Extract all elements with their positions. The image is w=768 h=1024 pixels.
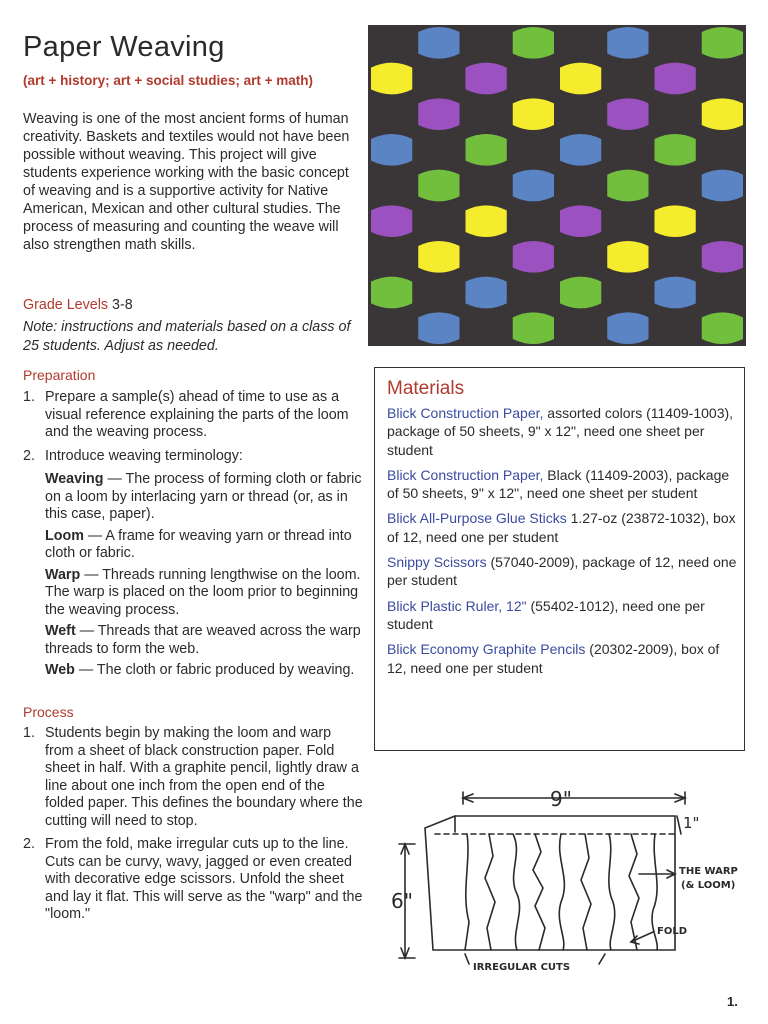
list-item bbox=[23, 448, 363, 466]
material-item bbox=[387, 404, 737, 459]
materials-list bbox=[387, 404, 737, 684]
weave-strip bbox=[560, 277, 601, 309]
sketch-cuts-label: IRREGULAR CUTS bbox=[473, 962, 571, 973]
woven-paper-image bbox=[368, 25, 746, 346]
product-details: Black (11409-2003), package of 50 sheets, 9" x 12", need one sheet per student bbox=[387, 466, 730, 502]
list-number: 1. bbox=[23, 389, 35, 405]
term-definition bbox=[23, 567, 363, 620]
weave-strip bbox=[466, 205, 507, 237]
weave-strip bbox=[371, 63, 412, 95]
product-details: (20302-2009), box of 12, need one per student bbox=[387, 641, 720, 676]
sketch-fold-label: FOLD bbox=[657, 926, 688, 937]
weave-strip bbox=[655, 134, 696, 166]
sketch-height-label: 6" bbox=[391, 889, 413, 913]
weave-strip bbox=[466, 63, 507, 95]
list-item bbox=[23, 389, 363, 442]
process-list bbox=[23, 725, 363, 930]
page-number: 1. bbox=[727, 994, 738, 1009]
material-item bbox=[387, 597, 737, 634]
preparation-list bbox=[23, 389, 363, 684]
term-definition bbox=[23, 662, 363, 680]
weave-strip bbox=[418, 312, 459, 344]
product-link[interactable]: Blick Economy Graphite Pencils bbox=[387, 641, 586, 658]
list-number: 2. bbox=[23, 836, 35, 852]
weave-strip bbox=[513, 27, 554, 59]
preparation-heading: Preparation bbox=[23, 367, 96, 383]
term-name: Weft bbox=[45, 623, 76, 639]
product-link[interactable]: Blick Construction Paper, bbox=[387, 405, 544, 421]
product-link[interactable]: Blick Plastic Ruler, 12" bbox=[387, 597, 527, 614]
weave-strip bbox=[655, 205, 696, 237]
materials-heading: Materials bbox=[387, 378, 465, 399]
weave-strip bbox=[466, 277, 507, 309]
weave-strip bbox=[607, 241, 648, 273]
loom-sketch bbox=[375, 782, 755, 982]
sketch-top-label: 1" bbox=[683, 814, 700, 832]
term-text: — The process of forming cloth or fabric on a loom by interlacing yarn or thread (or, as in this case, paper). bbox=[45, 471, 362, 522]
weave-strip bbox=[702, 27, 743, 59]
weave-strip bbox=[513, 312, 554, 344]
term-text: — Threads running lengthwise on the loom. The warp is placed on the loom prior to beginning the weaving process. bbox=[45, 566, 361, 618]
weave-strip bbox=[418, 27, 459, 59]
weave-strip bbox=[418, 170, 459, 202]
list-text: Students begin by making the loom and warp from a sheet of black construction paper. Fold sheet in half. With a graphite pencil, lightly draw a line about one inch from the open end of the folded paper. This defines the boundary where the cutting will need to stop. bbox=[45, 725, 363, 829]
weave-strip bbox=[466, 134, 507, 166]
term-definition bbox=[23, 471, 363, 524]
material-item bbox=[387, 553, 737, 590]
list-number: 1. bbox=[23, 725, 35, 741]
term-definition bbox=[23, 623, 363, 658]
weave-strip bbox=[371, 134, 412, 166]
grade-levels-label: Grade Levels bbox=[23, 297, 109, 313]
term-text: — The cloth or fabric produced by weaving. bbox=[74, 662, 355, 678]
product-link[interactable]: Blick All-Purpose Glue Sticks bbox=[387, 510, 567, 527]
list-number: 2. bbox=[23, 447, 35, 464]
term-name: Loom bbox=[45, 527, 84, 544]
material-item bbox=[387, 640, 737, 677]
weave-strip bbox=[702, 170, 743, 202]
page-title: Paper Weaving bbox=[23, 31, 225, 63]
term-text: — Threads that are weaved across the warp threads to form the web. bbox=[45, 623, 361, 657]
weave-strip bbox=[560, 63, 601, 95]
term-name: Web bbox=[45, 662, 75, 678]
product-details: 1.27-oz (23872-1032), box of 12, need one per student bbox=[387, 510, 736, 545]
weave-strip bbox=[702, 98, 743, 130]
process-heading: Process bbox=[23, 704, 74, 720]
weave-strip bbox=[371, 205, 412, 237]
weave-strip bbox=[702, 241, 743, 273]
material-item bbox=[387, 509, 737, 546]
weave-strip bbox=[418, 241, 459, 273]
weave-strip bbox=[607, 27, 648, 59]
grade-levels bbox=[23, 296, 133, 314]
materials-box bbox=[374, 367, 745, 751]
weave-strip bbox=[607, 312, 648, 344]
term-text: — A frame for weaving yarn or thread into cloth or fabric. bbox=[45, 527, 352, 561]
grade-levels-value: 3-8 bbox=[112, 297, 133, 313]
weave-strip bbox=[418, 98, 459, 130]
weave-strip bbox=[702, 312, 743, 344]
list-text: From the fold, make irregular cuts up to the line. Cuts can be curvy, wavy, jagged or even created with decorative edge scissors. Unfold the sheet and lay it flat. This will serve as the "warp" and the "loom." bbox=[45, 836, 363, 922]
weave-strip bbox=[560, 134, 601, 166]
weave-strip bbox=[607, 98, 648, 130]
list-item bbox=[23, 725, 363, 830]
term-definition bbox=[23, 528, 363, 563]
sketch-warp-label: THE WARP bbox=[679, 866, 738, 877]
weave-strip bbox=[513, 241, 554, 273]
term-name: Weaving bbox=[45, 471, 104, 487]
term-name: Warp bbox=[45, 566, 81, 583]
sketch-loom-label: (& LOOM) bbox=[681, 880, 736, 891]
product-link[interactable]: Blick Construction Paper, bbox=[387, 466, 544, 483]
list-text: Introduce weaving terminology: bbox=[45, 447, 243, 464]
sketch-width-label: 9" bbox=[550, 787, 572, 811]
weave-strip bbox=[655, 277, 696, 309]
product-details: (57040-2009), package of 12, need one per student bbox=[387, 554, 737, 589]
subtitle: (art + history; art + social studies; art + math) bbox=[23, 73, 313, 88]
list-item bbox=[23, 836, 363, 924]
weave-strip bbox=[560, 205, 601, 237]
weave-strip bbox=[371, 277, 412, 309]
intro-paragraph: Weaving is one of the most ancient forms of human creativity. Baskets and textiles would not have been possible without weaving. This project will give students experience working with the basic concept of weaving and is a supportive activity for Native American, Mexican and other cultural studies. The process of measuring and counting the weave will also strengthen math skills. bbox=[23, 111, 350, 253]
weave-strip bbox=[607, 170, 648, 202]
weave-strip bbox=[655, 63, 696, 95]
product-link[interactable]: Snippy Scissors bbox=[387, 554, 487, 571]
weave-strip bbox=[513, 170, 554, 202]
list-text: Prepare a sample(s) ahead of time to use as a visual reference explaining the parts of the loom and the weaving process. bbox=[45, 389, 349, 440]
weave-strip bbox=[513, 98, 554, 130]
class-size-note: Note: instructions and materials based on a class of 25 students. Adjust as needed. bbox=[23, 319, 351, 354]
material-item bbox=[387, 466, 737, 503]
product-details: (55402-1012), need one per student bbox=[387, 597, 705, 632]
product-details: assorted colors (11409-1003), package of 50 sheets, 9" x 12", need one sheet per student bbox=[387, 405, 734, 458]
